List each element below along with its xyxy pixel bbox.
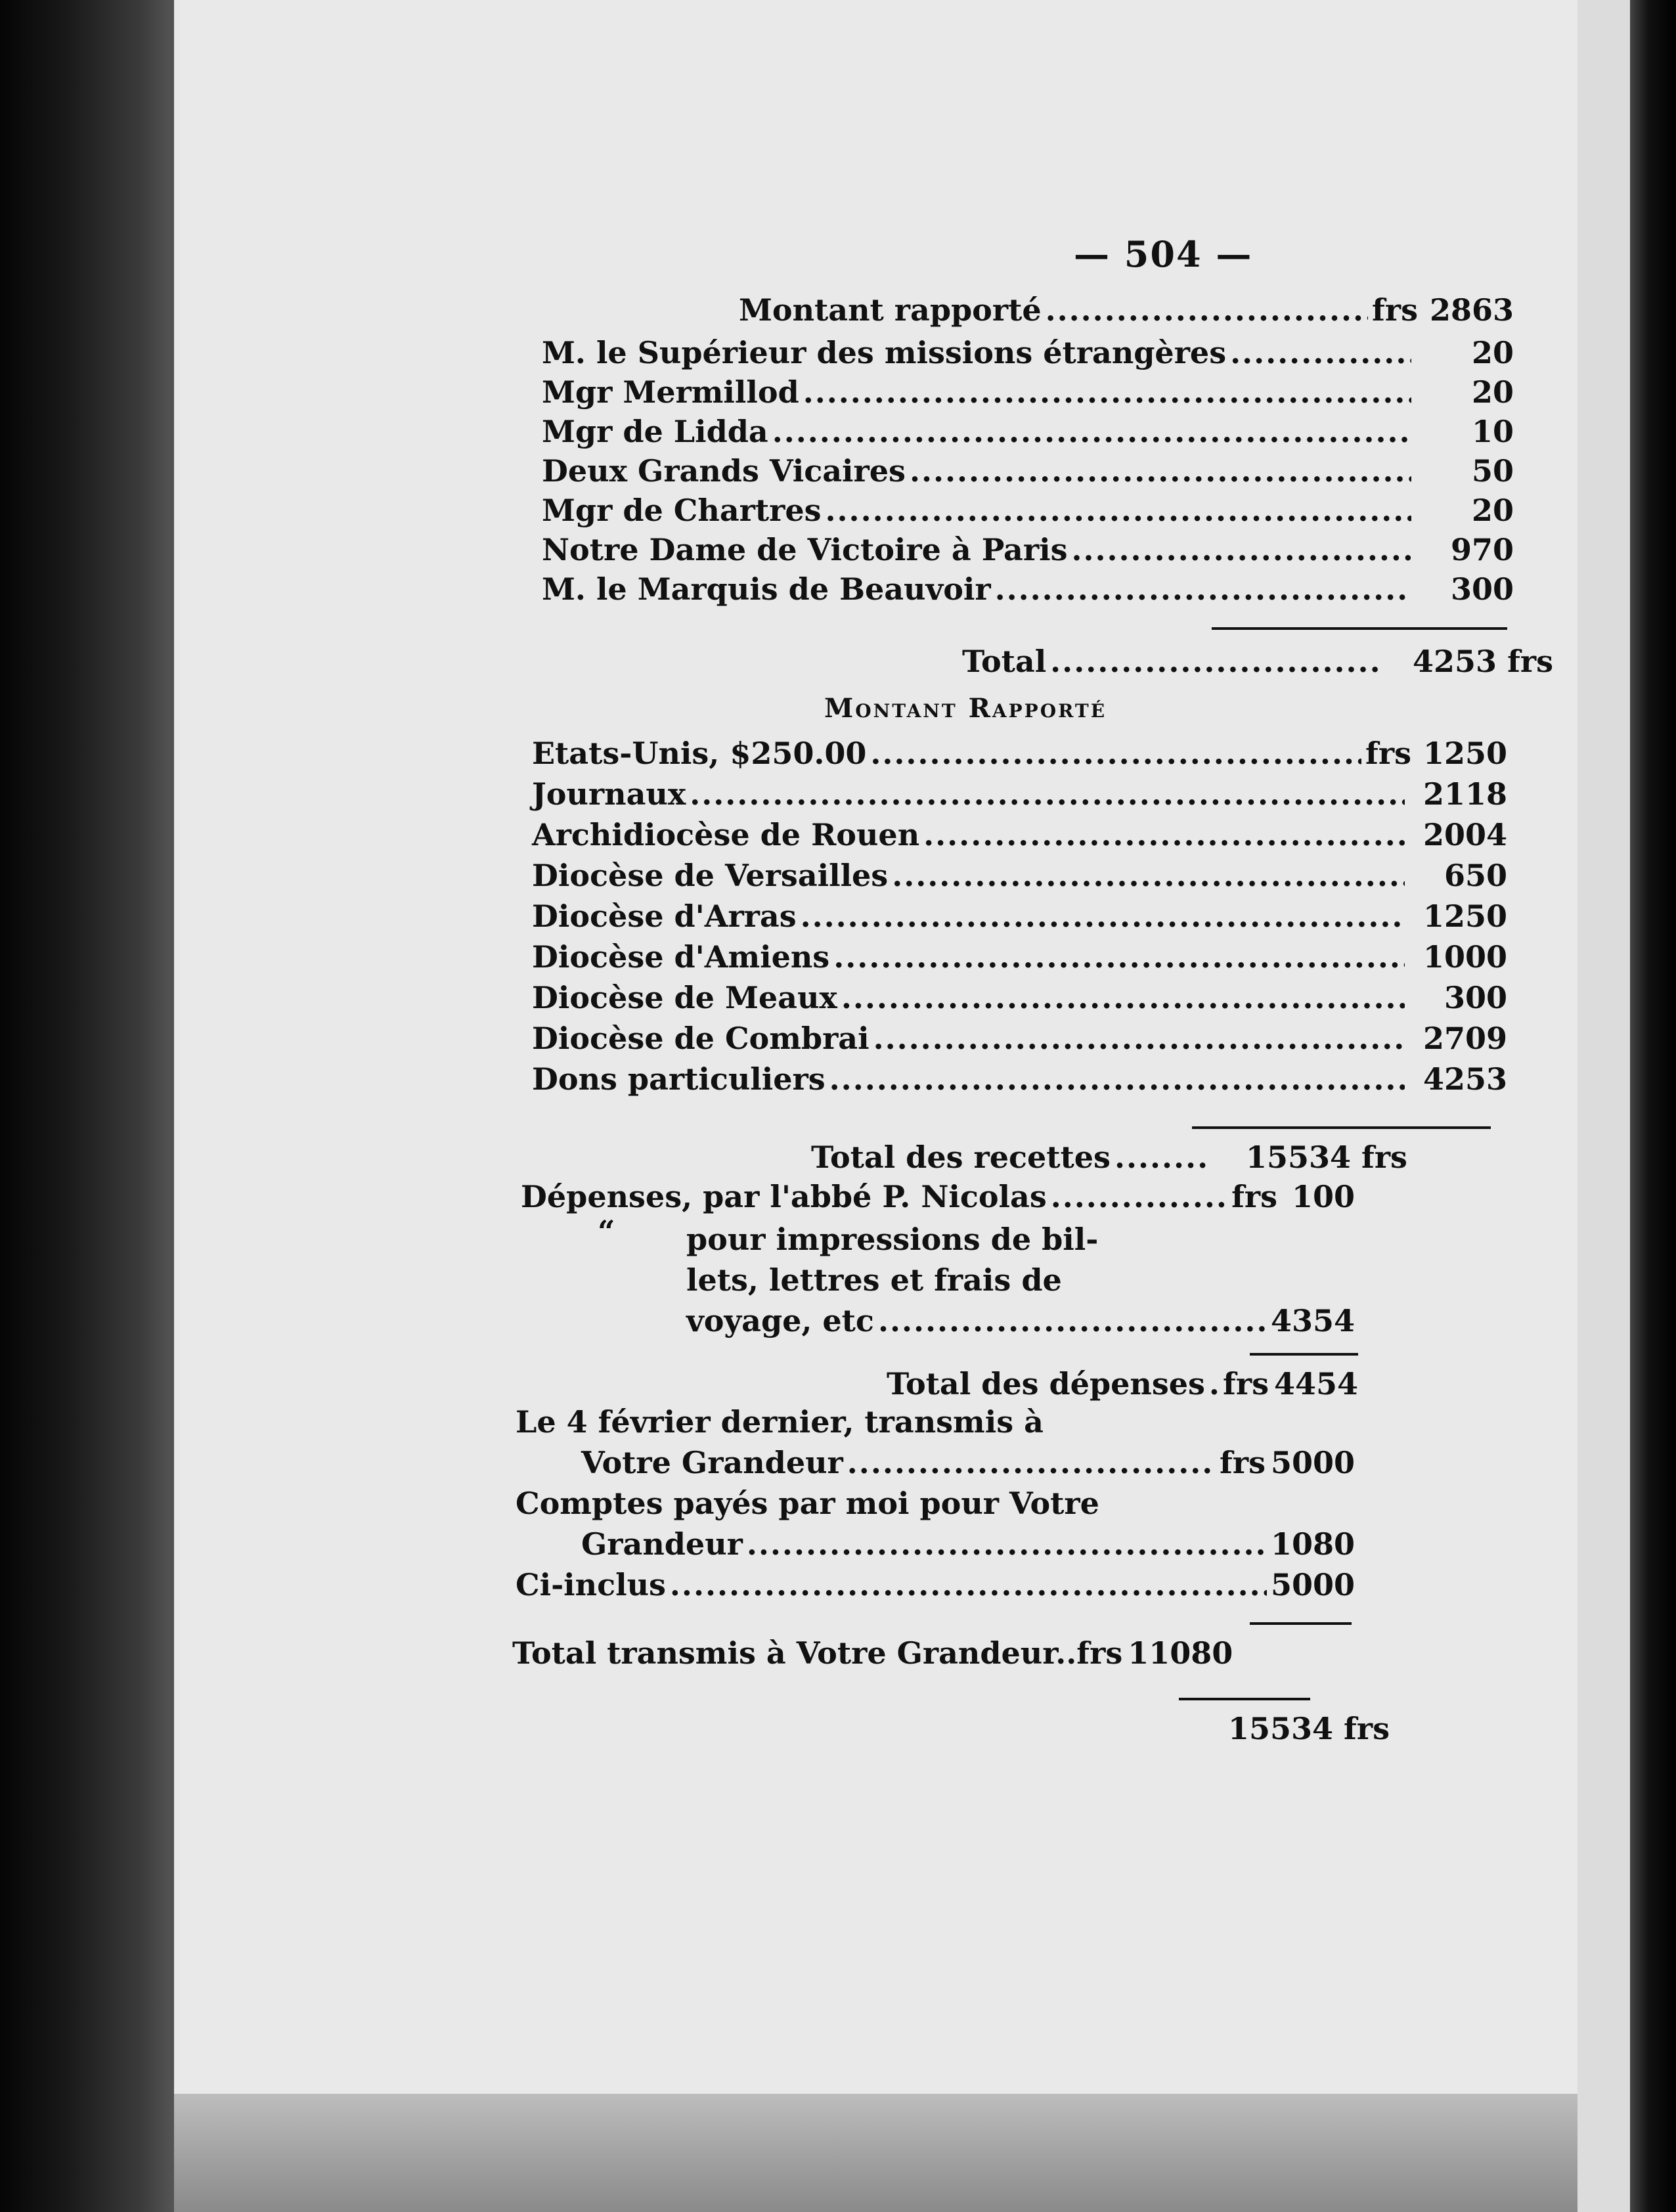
scan-right-shadow — [1630, 0, 1676, 2212]
expense-description: lets, lettres et frais de — [686, 1262, 1062, 1298]
page-number: — 504 — — [1074, 233, 1253, 275]
transfer-text: Le 4 février dernier, transmis à — [516, 1404, 1044, 1440]
transfer-amount: 5000 — [1270, 1567, 1355, 1603]
brought-forward-row — [739, 292, 1514, 328]
currency: frs — [1365, 736, 1411, 771]
ditto-mark: “ — [598, 1214, 615, 1249]
total-amount: 4253 frs — [1413, 644, 1553, 679]
leader-dots — [1046, 292, 1368, 328]
entry-amount: 20 — [1471, 493, 1514, 528]
entry-label: Diocèse de Combrai — [532, 1021, 870, 1056]
leader-dots — [870, 736, 1361, 771]
currency: frs — [1220, 1445, 1266, 1480]
ledger-row — [542, 414, 1514, 449]
scan-next-page-edge — [1577, 0, 1630, 2212]
grand-total: 15534 frs — [1228, 1711, 1390, 1746]
ledger-row — [532, 1021, 1507, 1056]
sum-rule — [1250, 1353, 1358, 1356]
ledger-row — [532, 776, 1507, 812]
expense-row — [521, 1179, 1355, 1214]
leader-dots — [1050, 644, 1378, 679]
entry-amount: 2709 — [1422, 1021, 1507, 1056]
total-row — [962, 644, 1553, 679]
ledger-row — [532, 898, 1507, 934]
entry-label: M. le Supérieur des missions étrangères — [542, 335, 1227, 370]
entry-amount: 300 — [1450, 571, 1514, 607]
entry-label: Etats-Unis, $250.00 — [532, 736, 867, 771]
section-2-heading: Montant Rapporté — [824, 693, 1107, 724]
transfer-row — [516, 1567, 1355, 1603]
total-amount: 4454 — [1273, 1366, 1358, 1402]
total-label: Total transmis à Votre Grandeur.. — [512, 1635, 1077, 1671]
entry-label: Mgr de Chartres — [542, 493, 822, 528]
entry-amount: 20 — [1471, 335, 1514, 370]
entry-label: Journaux — [532, 776, 686, 812]
total-amount: 15534 frs — [1245, 1139, 1407, 1175]
entry-amount: 10 — [1471, 414, 1514, 449]
expense-amount: 100 — [1291, 1179, 1355, 1214]
entry-label: Diocèse d'Arras — [532, 898, 797, 934]
entry-label: Notre Dame de Victoire à Paris — [542, 532, 1068, 567]
expense-description: pour impressions de bil- — [686, 1222, 1099, 1257]
leader-dots — [878, 1303, 1267, 1338]
ledger-row — [532, 980, 1507, 1015]
entry-amount: 4253 — [1422, 1061, 1507, 1097]
total-label: Total des dépenses — [887, 1366, 1205, 1402]
ledger-row — [532, 939, 1507, 975]
leader-dots — [803, 374, 1411, 410]
sum-rule — [1192, 1126, 1491, 1129]
entry-amount: 1250 — [1422, 736, 1507, 771]
entry-amount: 1250 — [1422, 898, 1507, 934]
transfer-row — [581, 1445, 1355, 1480]
entry-label: Diocèse d'Amiens — [532, 939, 830, 975]
ledger-row — [532, 817, 1507, 852]
scan-bottom-shadow — [174, 2094, 1577, 2212]
leader-dots — [1230, 335, 1411, 370]
leader-dots — [1071, 532, 1411, 567]
scan-binding-shadow — [0, 0, 174, 2212]
entry-amount: 20 — [1471, 374, 1514, 410]
total-label: Total — [962, 644, 1047, 679]
ledger-row — [532, 736, 1507, 771]
leader-dots — [995, 571, 1411, 607]
entry-amount: 1000 — [1422, 939, 1507, 975]
entry-label: Diocèse de Meaux — [532, 980, 837, 1015]
leader-dots — [847, 1445, 1216, 1480]
leader-dots — [1209, 1366, 1219, 1402]
expense-label: Dépenses, par l'abbé P. Nicolas — [521, 1179, 1047, 1214]
currency: frs — [1231, 1179, 1277, 1214]
document-page — [174, 0, 1577, 2094]
ledger-row — [532, 1061, 1507, 1097]
ledger-row — [542, 532, 1514, 567]
currency: frs — [1372, 292, 1418, 328]
entry-label: Dons particuliers — [532, 1061, 826, 1097]
leader-dots — [873, 1021, 1405, 1056]
transfer-label: Ci-inclus — [516, 1567, 666, 1603]
entry-label: Archidiocèse de Rouen — [532, 817, 920, 852]
sum-rule — [1212, 627, 1507, 630]
entry-label: Deux Grands Vicaires — [542, 453, 906, 489]
total-row — [887, 1366, 1358, 1402]
entry-amount: 2118 — [1422, 776, 1507, 812]
ledger-row — [532, 858, 1507, 893]
entry-amount: 50 — [1471, 453, 1514, 489]
transfer-amount: 5000 — [1270, 1445, 1355, 1480]
leader-dots — [841, 980, 1405, 1015]
transfer-label: Votre Grandeur — [581, 1445, 843, 1480]
ledger-row — [542, 374, 1514, 410]
leader-dots — [923, 817, 1405, 852]
leader-dots — [801, 898, 1405, 934]
ledger-row — [542, 335, 1514, 370]
entry-amount: 300 — [1444, 980, 1507, 1015]
currency: frs — [1076, 1635, 1123, 1671]
total-row — [512, 1635, 1355, 1671]
leader-dots — [670, 1567, 1267, 1603]
leader-dots — [829, 1061, 1405, 1097]
ledger-row — [542, 571, 1514, 607]
total-label: Total des recettes — [811, 1139, 1111, 1175]
sum-rule — [1250, 1622, 1352, 1625]
brought-forward-label: Montant rapporté — [739, 292, 1042, 328]
expense-row — [686, 1303, 1355, 1338]
ledger-row — [542, 493, 1514, 528]
entry-amount: 970 — [1450, 532, 1514, 567]
leader-dots — [747, 1526, 1267, 1562]
transfer-row — [581, 1526, 1355, 1562]
total-row — [811, 1139, 1540, 1175]
entry-label: M. le Marquis de Beauvoir — [542, 571, 991, 607]
grand-total-rule — [1179, 1698, 1310, 1700]
transfer-label: Grandeur — [581, 1526, 743, 1562]
ledger-row — [542, 453, 1514, 489]
leader-dots — [892, 858, 1405, 893]
entry-label: Mgr de Lidda — [542, 414, 768, 449]
entry-amount: 650 — [1444, 858, 1507, 893]
entry-amount: 2004 — [1422, 817, 1507, 852]
entry-label: Mgr Mermillod — [542, 374, 799, 410]
expense-description: voyage, etc — [686, 1303, 874, 1338]
expense-amount: 4354 — [1270, 1303, 1355, 1338]
total-amount: 11080 — [1128, 1635, 1233, 1671]
leader-dots — [690, 776, 1405, 812]
currency: frs — [1223, 1366, 1269, 1402]
transfer-text: Comptes payés par moi pour Votre — [516, 1486, 1099, 1521]
leader-dots — [833, 939, 1405, 975]
leader-dots — [772, 414, 1411, 449]
transfer-amount: 1080 — [1270, 1526, 1355, 1562]
leader-dots — [1114, 1139, 1206, 1175]
leader-dots — [826, 493, 1411, 528]
leader-dots — [1051, 1179, 1227, 1214]
amount: 2863 — [1429, 292, 1514, 328]
entry-label: Diocèse de Versailles — [532, 858, 889, 893]
leader-dots — [910, 453, 1411, 489]
